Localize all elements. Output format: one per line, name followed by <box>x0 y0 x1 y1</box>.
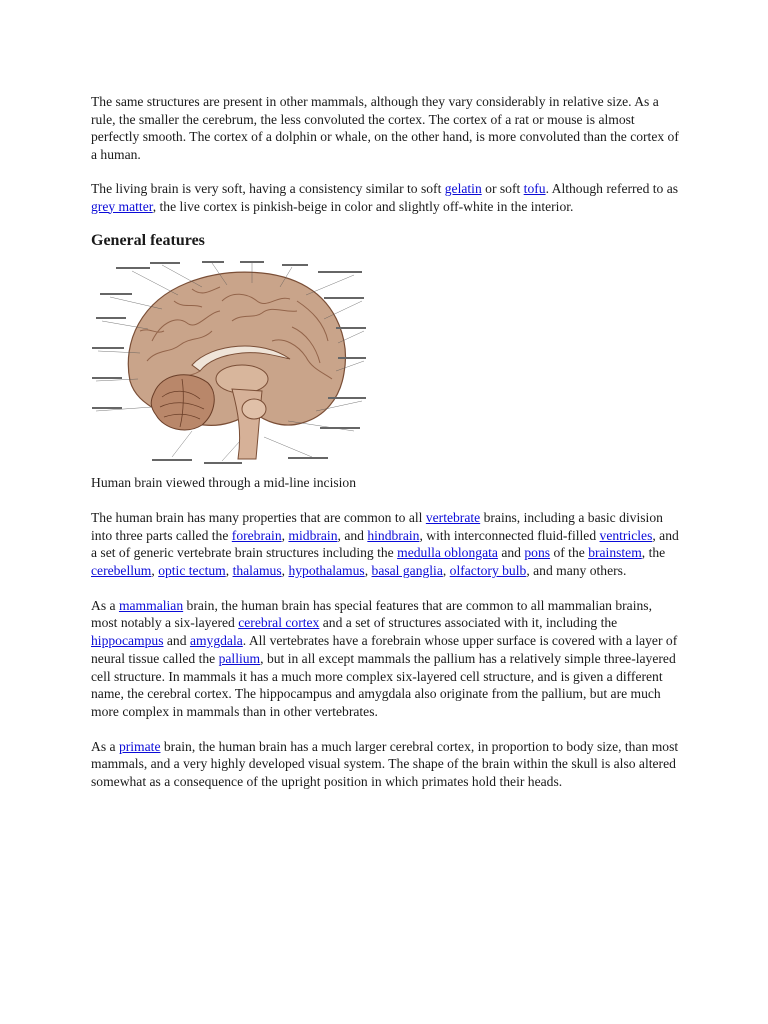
text-run: and <box>163 633 190 649</box>
text-run: , and many others. <box>526 563 627 579</box>
paragraph-living-brain <box>91 180 681 215</box>
link-thalamus[interactable]: thalamus <box>232 563 282 579</box>
text-run: , with interconnected fluid-filled <box>419 527 600 543</box>
text-run: , and a set of generic vertebrate brain structures including the <box>91 527 679 561</box>
text-run: , <box>281 527 289 543</box>
link-midbrain[interactable]: midbrain <box>288 527 338 543</box>
link-gelatin[interactable]: gelatin <box>444 180 482 196</box>
text-run: , <box>364 563 372 579</box>
link-amygdala[interactable]: amygdala <box>189 633 243 649</box>
link-brainstem[interactable]: brainstem <box>588 545 642 561</box>
text-run: The living brain is very soft, having a consistency similar to soft <box>91 180 445 196</box>
text-run: , the <box>641 545 666 561</box>
text-run: As a <box>91 597 119 613</box>
text-run: and a set of structures associated with it, including the <box>319 615 618 631</box>
paragraph-primate-brain <box>91 738 681 791</box>
figure-caption: Human brain viewed through a mid-line incision <box>91 475 357 491</box>
text-run: , the live cortex is pinkish-beige in color and slightly off-white in the interior. <box>152 198 574 214</box>
link-hindbrain[interactable]: hindbrain <box>367 527 420 543</box>
link-ventricles[interactable]: ventricles <box>599 527 653 543</box>
link-pons[interactable]: pons <box>524 545 551 561</box>
paragraph-relative-size: The same structures are present in other mammals, although they vary considerably in relative size. As a rule, the smaller the cerebrum, the less convoluted the cortex. The cortex of a rat or mouse is almost perfectly smooth. The cortex of a dolphin or whale, on the other hand, is more convoluted than the cortex of a human. <box>91 94 679 163</box>
link-mammalian[interactable]: mammalian <box>118 597 184 613</box>
text-run: and <box>497 545 525 561</box>
link-hippocampus[interactable]: hippocampus <box>91 633 164 649</box>
link-cerebral-cortex[interactable]: cerebral cortex <box>238 615 320 631</box>
text-run: , and <box>337 527 368 543</box>
link-vertebrate[interactable]: vertebrate <box>425 509 481 525</box>
text-run: brain, the human brain has a much larger cerebral cortex, in proportion to body size, than most mammals, and a very highly developed visual system. The shape of the brain within the skull is also altered somewhat as a consequence of the upright position in which primates hold their heads. <box>91 738 679 790</box>
text-run: brains, including a basic division into three parts called the <box>91 509 663 543</box>
text-run: . All vertebrates have a forebrain whose upper surface is covered with a layer of neural tissue called the <box>91 633 678 666</box>
link-medulla-oblongata[interactable]: medulla oblongata <box>397 545 498 561</box>
paragraph-vertebrate-properties <box>91 509 681 580</box>
document-page <box>91 93 681 791</box>
text-run: , <box>151 563 159 579</box>
link-tofu[interactable]: tofu <box>523 180 546 196</box>
link-basal-ganglia[interactable]: basal ganglia <box>371 563 443 579</box>
brain-illustration <box>92 261 370 468</box>
text-run: The human brain has many properties that are common to all <box>91 509 426 525</box>
text-run: brain, the human brain has special features that are common to all mammalian brains, most notably a six-layered <box>91 597 652 631</box>
link-grey-matter[interactable]: grey matter <box>91 198 153 214</box>
text-run: , <box>442 563 450 579</box>
text-run: As a <box>91 738 119 754</box>
link-olfactory-bulb[interactable]: olfactory bulb <box>449 563 527 579</box>
link-pallium[interactable]: pallium <box>218 650 261 666</box>
brain-midline-figure <box>92 261 370 468</box>
section-heading: General features <box>91 232 205 250</box>
link-forebrain[interactable]: forebrain <box>231 527 282 543</box>
text-run: of the <box>550 545 589 561</box>
text-run: . Although referred to as <box>545 180 679 196</box>
link-hypothalamus[interactable]: hypothalamus <box>288 563 365 579</box>
text-run: , <box>225 563 233 579</box>
paragraph-mammalian-brain <box>91 597 681 721</box>
text-run: or soft <box>481 180 524 196</box>
text-run: , but in all except mammals the pallium has a relatively simple three-layered cell structure. In mammals it has a much more complex six-layered cell structure, and is given a different name, the cerebral cortex. The hippocampus and amygdala also originate from the pallium, but are much more complex in mammals than in other vertebrates. <box>91 650 676 719</box>
text-run: , <box>281 563 289 579</box>
link-primate[interactable]: primate <box>118 738 161 754</box>
link-optic-tectum[interactable]: optic tectum <box>158 563 226 579</box>
link-cerebellum[interactable]: cerebellum <box>91 563 152 579</box>
